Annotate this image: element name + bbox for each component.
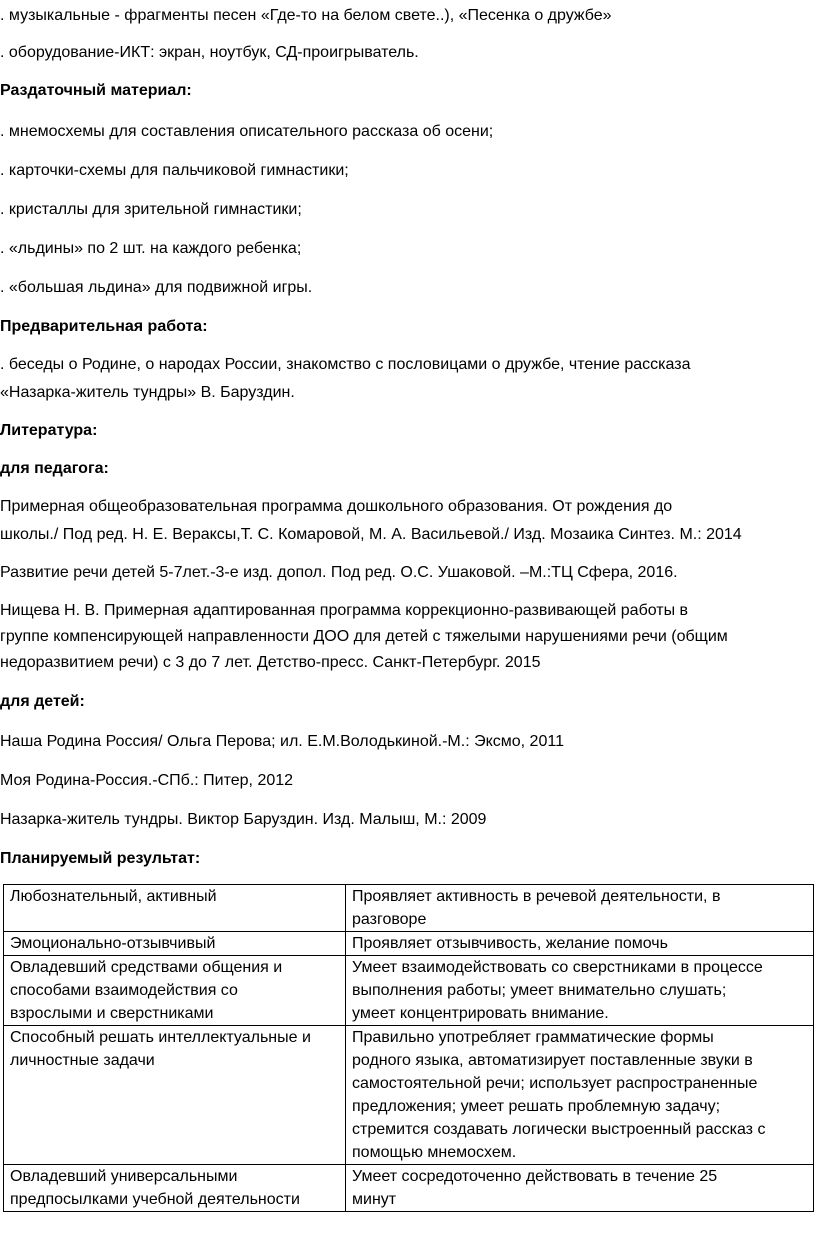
handout-item: . мнемосхемы для составления описательного рассказа об осени;	[0, 123, 494, 140]
cell-line: выполнения работы; умеет внимательно слушать;	[352, 982, 727, 999]
handout-item: . «льдины» по 2 шт. на каждого ребенка;	[0, 240, 302, 257]
cell-line: помощью мнемосхем.	[352, 1144, 517, 1161]
teacher-reference-line: недоразвитием речи) с 3 до 7 лет. Детство-пресс. Санкт-Петербург. 2015	[0, 654, 541, 671]
planned-results-heading: Планируемый результат:	[0, 850, 201, 867]
preliminary-work-line: «Назарка-житель тундры» В. Баруздин.	[0, 384, 295, 401]
teacher-reference-line: Развитие речи детей 5-7лет.-3-е изд. допол. Под ред. О.С. Ушаковой. –М.:ТЦ Сфера, 2016.	[0, 564, 678, 581]
cell-line: Овладевший средствами общения и	[10, 959, 283, 976]
materials-equipment-line: . оборудование-ИКТ: экран, ноутбук, СД-проигрыватель.	[0, 44, 419, 61]
table-row	[4, 1026, 814, 1165]
cell-line: Овладевший универсальными	[10, 1168, 238, 1185]
handout-item: . «большая льдина» для подвижной игры.	[0, 279, 313, 296]
teacher-reference-line: Нищева Н. В. Примерная адаптированная программа коррекционно-развивающей работы в	[0, 602, 689, 619]
planned-results-table	[3, 884, 814, 1212]
handout-item: . карточки-схемы для пальчиковой гимнастики;	[0, 162, 349, 179]
cell-line: Проявляет активность в речевой деятельности, в	[352, 888, 721, 905]
cell-line: разговоре	[352, 911, 427, 928]
cell-line: способами взаимодействия со	[10, 982, 238, 999]
teacher-reference-line: школы./ Под ред. Н. Е. Вераксы,Т. С. Комаровой, М. А. Васильевой./ Изд. Мозаика Синтез. М.: 2014	[0, 526, 742, 543]
quality-cell	[4, 932, 346, 956]
cell-line: минут	[352, 1191, 397, 1208]
cell-line: самостоятельной речи; использует распространенные	[352, 1075, 758, 1092]
table-row	[4, 956, 814, 1026]
description-cell	[346, 932, 814, 956]
children-literature-heading: для детей:	[0, 693, 85, 710]
teacher-reference-line: группе компенсирующей направленности ДОО для детей с тяжелыми нарушениями речи (общим	[0, 628, 728, 645]
preliminary-work-line: . беседы о Родине, о народах России, знакомство с пословицами о дружбе, чтение рассказа	[0, 356, 691, 373]
cell-line: умеет концентрировать внимание.	[352, 1005, 609, 1022]
children-reference-line: Наша Родина Россия/ Ольга Перова; ил. Е.М.Володькиной.-М.: Эксмо, 2011	[0, 733, 564, 750]
table-row	[4, 932, 814, 956]
quality-cell	[4, 956, 346, 1026]
cell-line: Умеет сосредоточенно действовать в течение 25	[352, 1168, 718, 1185]
quality-cell	[4, 1165, 346, 1212]
children-reference-line: Моя Родина-Россия.-СПб.: Питер, 2012	[0, 772, 294, 789]
cell-line: Проявляет отзывчивость, желание помочь	[352, 935, 668, 952]
description-cell	[346, 1165, 814, 1212]
cell-line: Умеет взаимодействовать со сверстниками в процессе	[352, 959, 763, 976]
description-cell	[346, 956, 814, 1026]
description-cell	[346, 1026, 814, 1165]
table-row	[4, 885, 814, 932]
cell-line: личностные задачи	[10, 1052, 155, 1069]
handout-item: . кристаллы для зрительной гимнастики;	[0, 201, 302, 218]
children-reference-line: Назарка-житель тундры. Виктор Баруздин. Изд. Малыш, М.: 2009	[0, 811, 487, 828]
materials-music-line: . музыкальные - фрагменты песен «Где-то на белом свете..), «Песенка о дружбе»	[0, 7, 612, 24]
quality-cell	[4, 1026, 346, 1165]
table-row	[4, 1165, 814, 1212]
teacher-literature-heading: для педагога:	[0, 460, 109, 477]
cell-line: Правильно употребляет грамматические формы	[352, 1029, 714, 1046]
cell-line: Способный решать интеллектуальные и	[10, 1029, 311, 1046]
literature-heading: Литература:	[0, 422, 98, 439]
cell-line: стремится создавать логически выстроенный рассказ с	[352, 1121, 766, 1138]
cell-line: Любознательный, активный	[10, 888, 217, 905]
cell-line: родного языка, автоматизирует поставленные звуки в	[352, 1052, 753, 1069]
preliminary-work-heading: Предварительная работа:	[0, 318, 208, 335]
cell-line: предложения; умеет решать проблемную задачу;	[352, 1098, 721, 1115]
quality-cell	[4, 885, 346, 932]
cell-line: предпосылками учебной деятельности	[10, 1191, 300, 1208]
handout-heading: Раздаточный материал:	[0, 82, 192, 99]
cell-line: Эмоционально-отзывчивый	[10, 935, 216, 952]
description-cell	[346, 885, 814, 932]
cell-line: взрослыми и сверстниками	[10, 1005, 214, 1022]
teacher-reference-line: Примерная общеобразовательная программа дошкольного образования. От рождения до	[0, 498, 673, 515]
